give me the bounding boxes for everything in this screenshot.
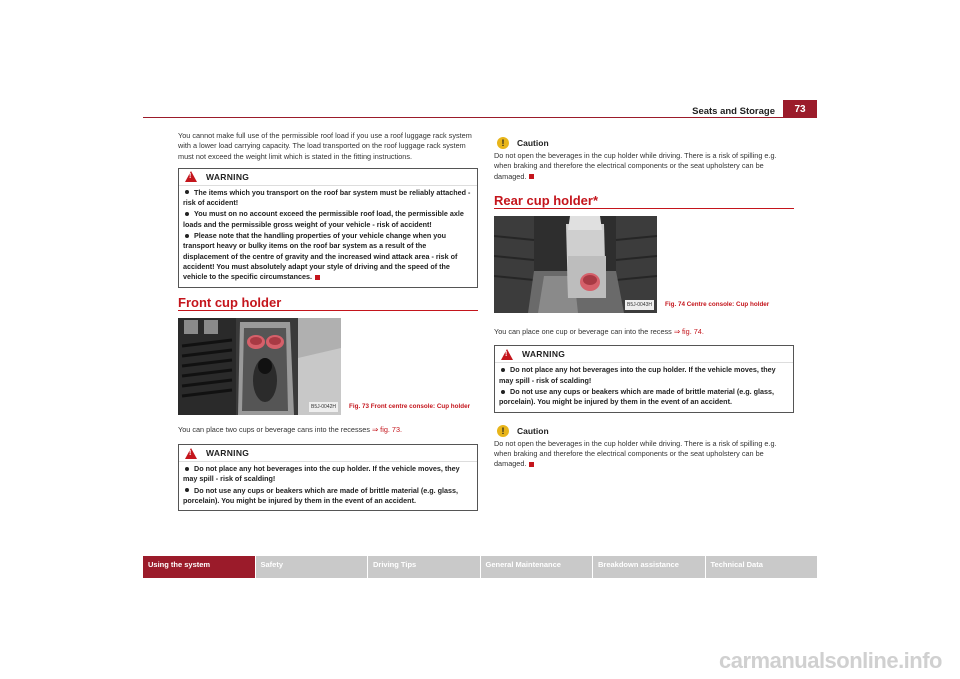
warning-header [179, 445, 477, 462]
figure-74 [494, 216, 794, 313]
warning-title: WARNING [522, 349, 566, 360]
warning-item: You must on no account exceed the permissible roof load, the permissible axle loads and the permissible gross weight of your vehicle - risk of accident! [183, 209, 464, 229]
figure-73 [178, 318, 478, 415]
nav-tab-driving-tips[interactable]: Driving Tips [368, 556, 480, 578]
caution-title: Caution [517, 137, 549, 148]
warning-box-roof [178, 168, 478, 288]
figure-code: B5J-0043H [625, 300, 654, 310]
bullet-icon [185, 488, 189, 492]
nav-tab-using-the-system[interactable]: Using the system [143, 556, 255, 578]
front-cup-holder-photo [178, 318, 341, 415]
warning-item: The items which you transport on the roof bar system must be reliably attached - risk of accident! [183, 187, 471, 208]
warning-item: Do not use any cups or beakers which are made of brittle material (e.g. glass, porcelain). You might be injured by them in the event of an accident. [183, 485, 459, 506]
nav-tab-technical-data[interactable]: Technical Data [706, 556, 818, 578]
nav-tab-breakdown-assistance[interactable]: Breakdown assistance [593, 556, 705, 578]
warning-triangle-icon [185, 171, 197, 182]
figure-caption: Fig. 73 Front centre console: Cup holder [349, 402, 471, 410]
right-column [494, 131, 794, 470]
warning-header [179, 169, 477, 186]
page-header-title: Seats and Storage [692, 106, 775, 117]
page-number: 73 [783, 100, 817, 118]
rear-console-illustration [494, 216, 657, 313]
chapter-nav-bar [143, 556, 817, 578]
warning-body [495, 363, 793, 411]
warning-item: Do not use any cups or beakers which are made of brittle material (e.g. glass, porcelain). You might be injured by them in the event of an accident. [499, 387, 775, 407]
caution-header [494, 423, 794, 439]
warning-body [179, 186, 477, 287]
bullet-icon [501, 368, 505, 372]
warning-box-rear-cup [494, 345, 794, 412]
rear-cup-holder-photo [494, 216, 657, 313]
warning-title: WARNING [206, 171, 250, 182]
section-title-rear-cup-holder: Rear cup holder* [494, 196, 794, 209]
warning-title: WARNING [206, 448, 250, 458]
caution-exclamation-icon: ! [497, 137, 509, 149]
end-marker-icon [529, 174, 534, 179]
figure-reference-link[interactable]: ⇒ fig. 73. [372, 424, 403, 434]
warning-item: Do not place any hot beverages into the cup holder. If the vehicle moves, they may spill - risk of scalding! [183, 464, 460, 484]
front-cup-holder-text: You can place two cups or beverage cans into the recesses ⇒ fig. 73. [178, 424, 403, 434]
warning-triangle-icon [185, 448, 197, 459]
left-column [178, 131, 478, 511]
figure-code: B5J-0042H [309, 402, 338, 412]
site-watermark: carmanualsonline.info [719, 648, 942, 673]
bullet-icon [185, 467, 189, 471]
figure-caption: Fig. 74 Centre console: Cup holder [665, 300, 770, 308]
nav-tab-safety[interactable]: Safety [256, 556, 368, 578]
caution-text: Do not open the beverages in the cup holder while driving. There is a risk of spilling e.g. when braking and therefore the electrical components or the seat upholstery can be damaged. [494, 151, 777, 181]
bullet-icon [185, 234, 189, 238]
caution-exclamation-icon: ! [497, 425, 509, 437]
warning-item: Please note that the handling properties of your vehicle change when you transport heavy or bulky items on the roof bar system as a result of the displacement of the centre of gravity and the increased wind attack area - risk of accident! You must absolutely adapt your style of driving and the speed of the vehicle to the specific circumstances. [183, 231, 458, 282]
bullet-icon [185, 212, 189, 216]
caution-title: Caution [517, 425, 549, 436]
caution-header [494, 135, 794, 151]
warning-header [495, 346, 793, 363]
bullet-icon [185, 190, 189, 194]
nav-tab-general-maintenance[interactable]: General Maintenance [481, 556, 593, 578]
section-title-front-cup-holder: Front cup holder [178, 298, 478, 311]
warning-body [179, 462, 477, 510]
warning-triangle-icon [501, 349, 513, 360]
end-marker-icon [529, 462, 534, 467]
figure-reference-link[interactable]: ⇒ fig. 74. [673, 327, 704, 337]
caution-text: Do not open the beverages in the cup holder while driving. There is a risk of spilling e.g. when braking and therefore the electrical components or the seat upholstery can be damaged. [494, 438, 777, 469]
bullet-icon [501, 390, 505, 394]
warning-box-front-cup [178, 444, 478, 511]
warning-item: Do not place any hot beverages into the cup holder. If the vehicle moves, they may spill - risk of scalding! [499, 365, 776, 385]
roof-load-paragraph: You cannot make full use of the permissible roof load if you use a roof luggage rack system with a lower load carrying capacity. The load transported on the roof luggage rack system must not exceed the weight limit which is stated in the fitting instructions. [178, 131, 472, 161]
rear-cup-holder-text: You can place one cup or beverage can into the recess ⇒ fig. 74. [494, 327, 704, 337]
front-console-illustration [178, 318, 341, 415]
end-marker-icon [315, 275, 320, 280]
header-rule [143, 117, 817, 118]
